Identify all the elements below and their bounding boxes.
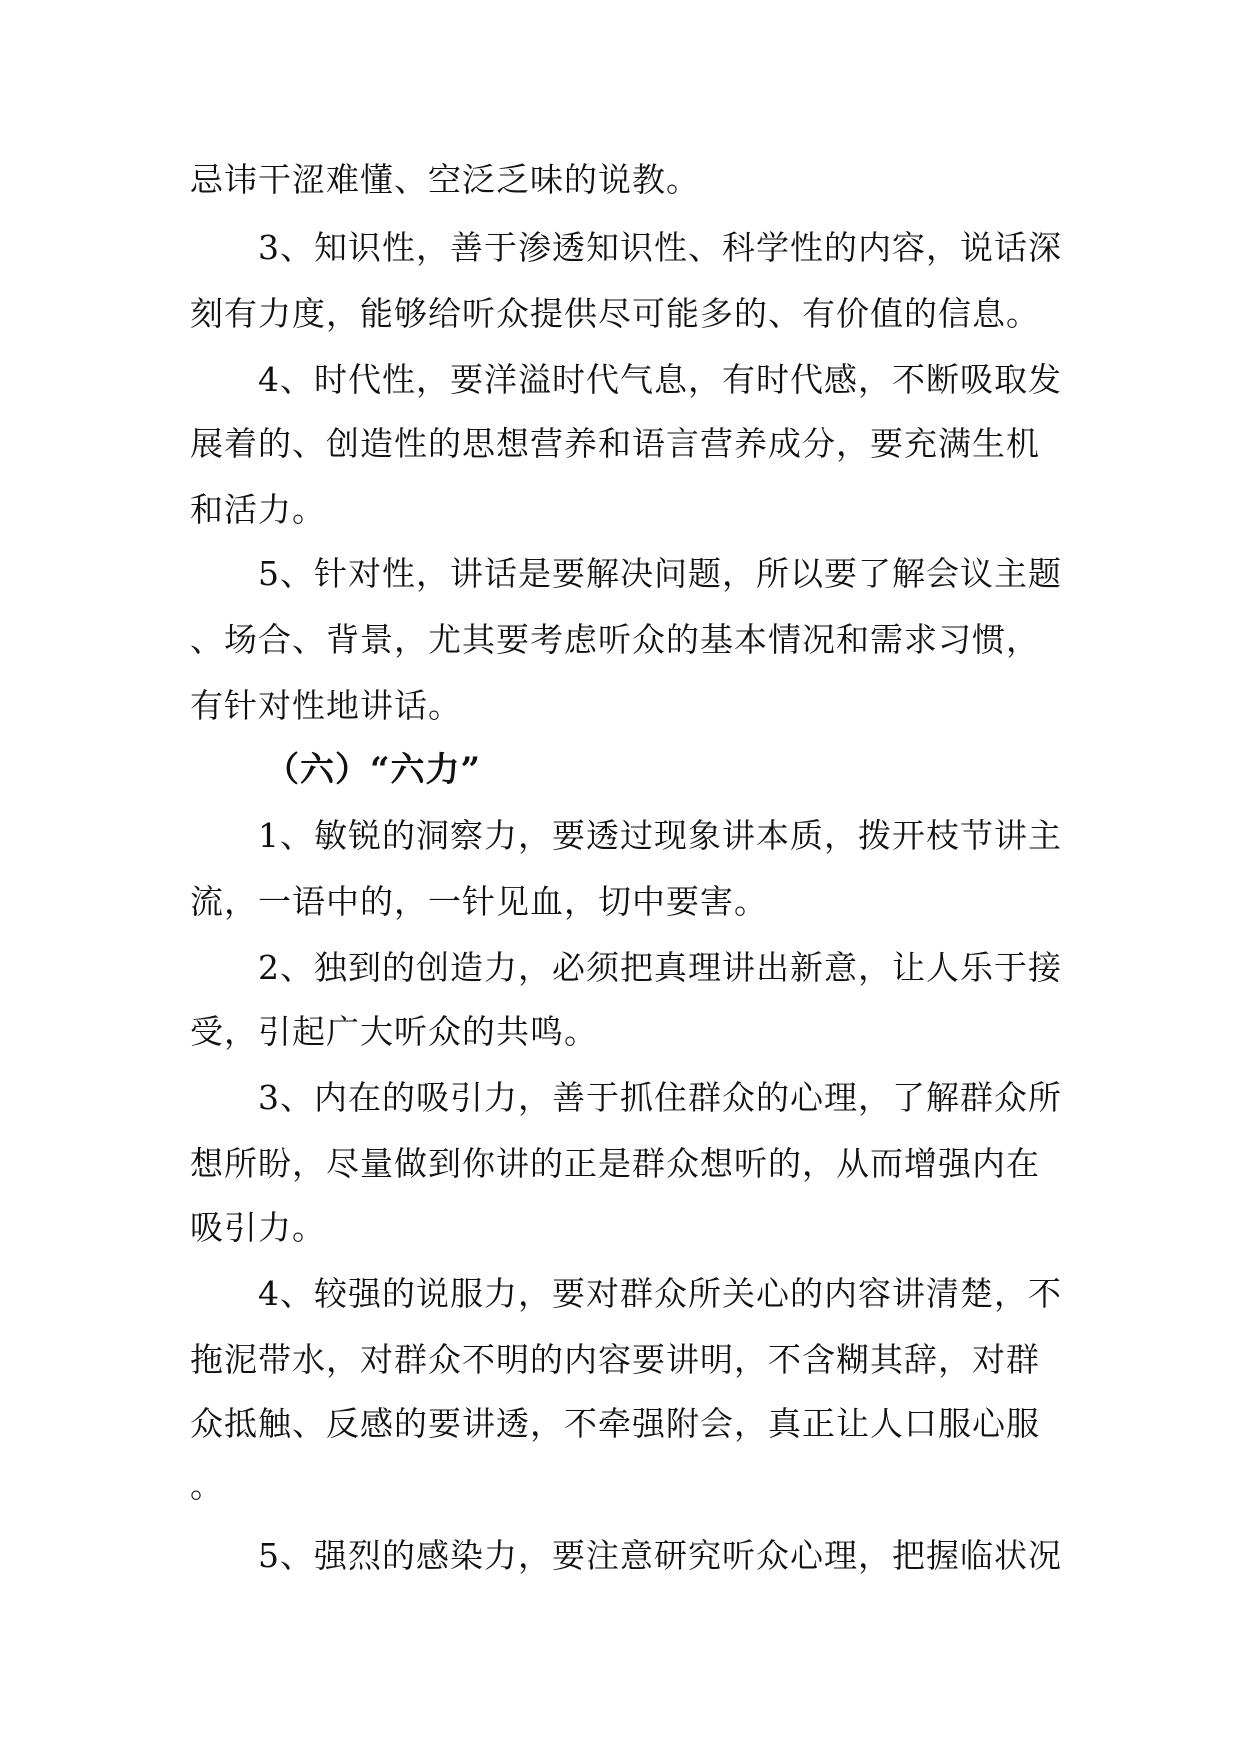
text-line: 5、针对性，讲话是要解决问题，所以要了解会议主题: [190, 554, 1062, 593]
text-line: 。: [190, 1466, 224, 1505]
text-line: 受，引起广大听众的共鸣。: [190, 1012, 598, 1051]
text-line: 众抵触、反感的要讲透，不牵强附会，真正让人口服心服: [190, 1404, 1040, 1443]
text-line: 拖泥带水，对群众不明的内容要讲明，不含糊其辞，对群: [190, 1340, 1040, 1379]
text-line: 忌讳干涩难懂、空泛乏味的说教。: [190, 160, 700, 199]
text-line: 1、敏锐的洞察力，要透过现象讲本质，拨开枝节讲主: [190, 816, 1062, 855]
text-line: 2、独到的创造力，必须把真理讲出新意，让人乐于接: [190, 948, 1062, 987]
text-line: 5、强烈的感染力，要注意研究听众心理，把握临状况: [190, 1536, 1062, 1575]
text-line: 3、知识性，善于渗透知识性、科学性的内容，说话深: [190, 228, 1062, 267]
text-line: 3、内在的吸引力，善于抓住群众的心理，了解群众所: [190, 1078, 1062, 1117]
text-line: 4、较强的说服力，要对群众所关心的内容讲清楚，不: [190, 1274, 1062, 1313]
text-line: 4、时代性，要洋溢时代气息，有时代感，不断吸取发: [190, 360, 1062, 399]
text-line: 刻有力度，能够给听众提供尽可能多的、有价值的信息。: [190, 294, 1040, 333]
text-line: 和活力。: [190, 490, 326, 529]
text-line: 展着的、创造性的思想营养和语言营养成分，要充满生机: [190, 424, 1040, 463]
text-line: 想所盼，尽量做到你讲的正是群众想听的，从而增强内在: [190, 1144, 1040, 1183]
text-line: 流，一语中的，一针见血，切中要害。: [190, 882, 768, 921]
text-line: 吸引力。: [190, 1208, 326, 1247]
text-line: 有针对性地讲话。: [190, 686, 462, 725]
section-heading: （六）“六力”: [265, 750, 482, 790]
text-line: 、场合、背景，尤其要考虑听众的基本情况和需求习惯，: [190, 620, 1040, 659]
